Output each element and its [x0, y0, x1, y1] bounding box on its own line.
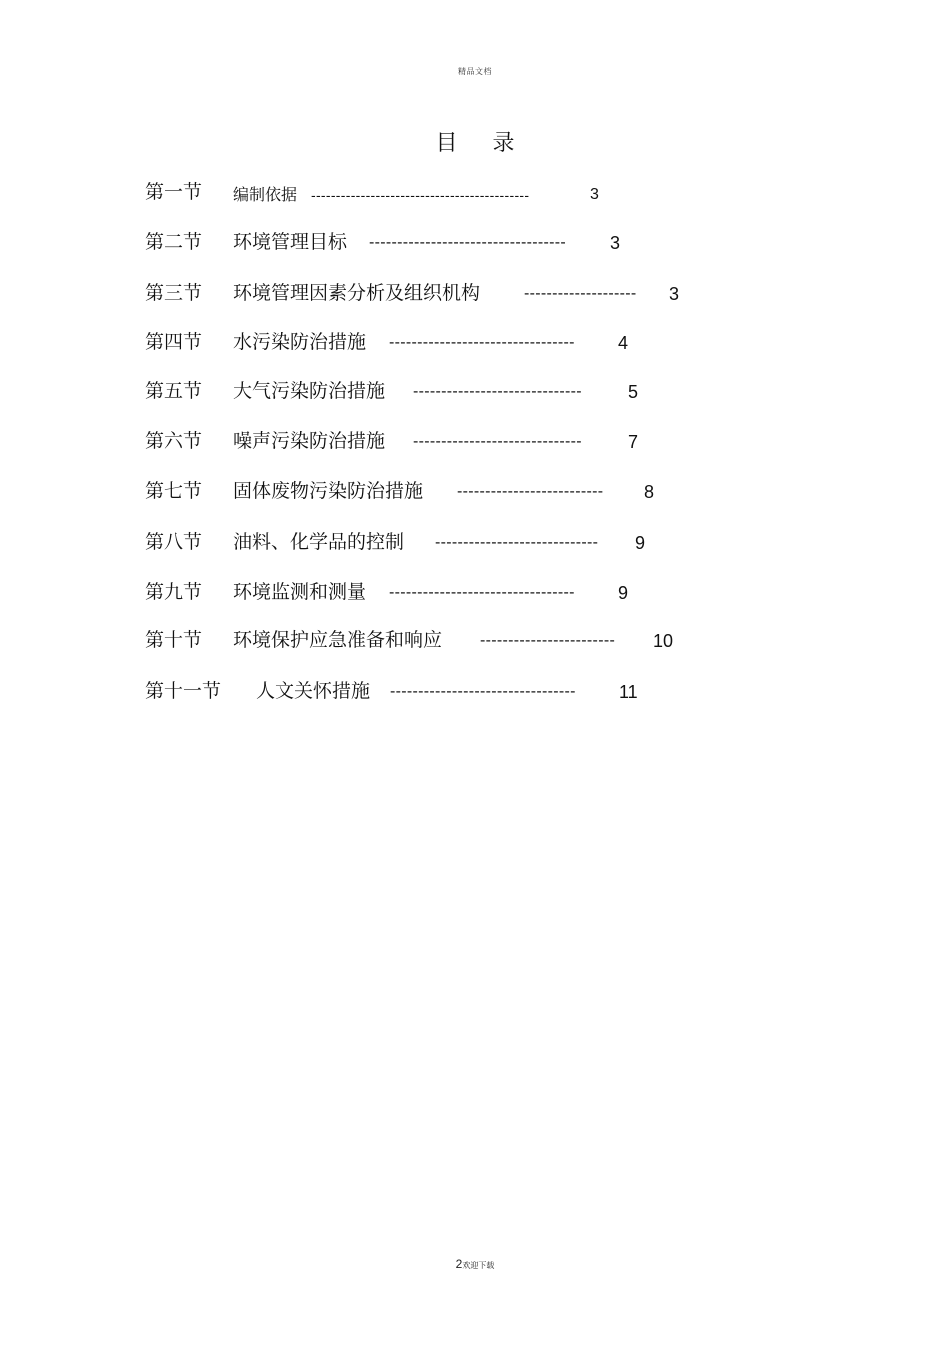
toc-leader: -----------------------------------	[369, 234, 566, 251]
toc-section-label: 第四节	[145, 331, 203, 353]
toc-item-title: 环境保护应急准备和响应	[233, 629, 443, 651]
footer-page-number: 2	[455, 1257, 463, 1271]
toc-page-number: 9	[618, 583, 629, 603]
page-footer	[0, 1253, 950, 1272]
toc-section-label: 第三节	[145, 282, 203, 304]
toc-leader: ---------------------------------	[389, 334, 575, 351]
toc-leader: ------------------------------	[413, 383, 582, 400]
toc-section-label: 第一节	[145, 181, 203, 203]
toc-item-title: 环境监测和测量	[233, 581, 367, 603]
toc-section-label: 第七节	[145, 480, 203, 502]
toc-leader: -----------------------------	[435, 534, 599, 551]
toc-item-title: 水污染防治措施	[233, 331, 367, 353]
toc-page-number: 3	[590, 186, 599, 203]
toc-leader: --------------------	[524, 285, 637, 302]
toc-item-title: 编制依据	[233, 185, 298, 204]
toc-page-number: 4	[618, 333, 629, 353]
toc-item-title: 环境管理因素分析及组织机构	[233, 282, 481, 304]
toc-page-number: 7	[628, 432, 639, 452]
footer-text: 欢迎下载	[462, 1261, 495, 1270]
toc-page-number: 8	[644, 482, 655, 502]
toc-page-number: 9	[635, 533, 646, 553]
toc-item-title: 人文关怀措施	[256, 680, 371, 702]
toc-page-number: 11	[619, 682, 638, 702]
toc-item-title: 噪声污染防治措施	[233, 430, 386, 452]
toc-page-number: 10	[653, 631, 674, 651]
toc-item-title: 环境管理目标	[233, 231, 348, 253]
toc-section-label: 第五节	[145, 380, 203, 402]
toc-leader: ---------------------------------	[389, 584, 575, 601]
toc-section-label: 第八节	[145, 531, 203, 553]
toc-leader: ------------------------------	[413, 433, 582, 450]
toc-leader: --------------------------------------------	[311, 187, 530, 203]
toc-item-title: 油料、化学品的控制	[233, 531, 405, 553]
toc-leader: --------------------------	[457, 483, 604, 500]
toc-section-label: 第十节	[145, 629, 203, 651]
toc-item-title: 大气污染防治措施	[233, 380, 386, 402]
toc-title: 目 录	[435, 131, 529, 156]
toc-section-label: 第九节	[145, 581, 203, 603]
toc-leader: ---------------------------------	[390, 683, 576, 700]
toc-page-number: 5	[628, 382, 639, 402]
header-note: 精品文档	[458, 67, 492, 76]
toc-page-number: 3	[610, 233, 621, 253]
toc-leader: ------------------------	[480, 632, 616, 649]
toc-section-label: 第十一节	[145, 680, 222, 702]
toc-item-title: 固体废物污染防治措施	[233, 480, 424, 502]
toc-section-label: 第二节	[145, 231, 203, 253]
toc-page-number: 3	[669, 284, 680, 304]
toc-section-label: 第六节	[145, 430, 203, 452]
